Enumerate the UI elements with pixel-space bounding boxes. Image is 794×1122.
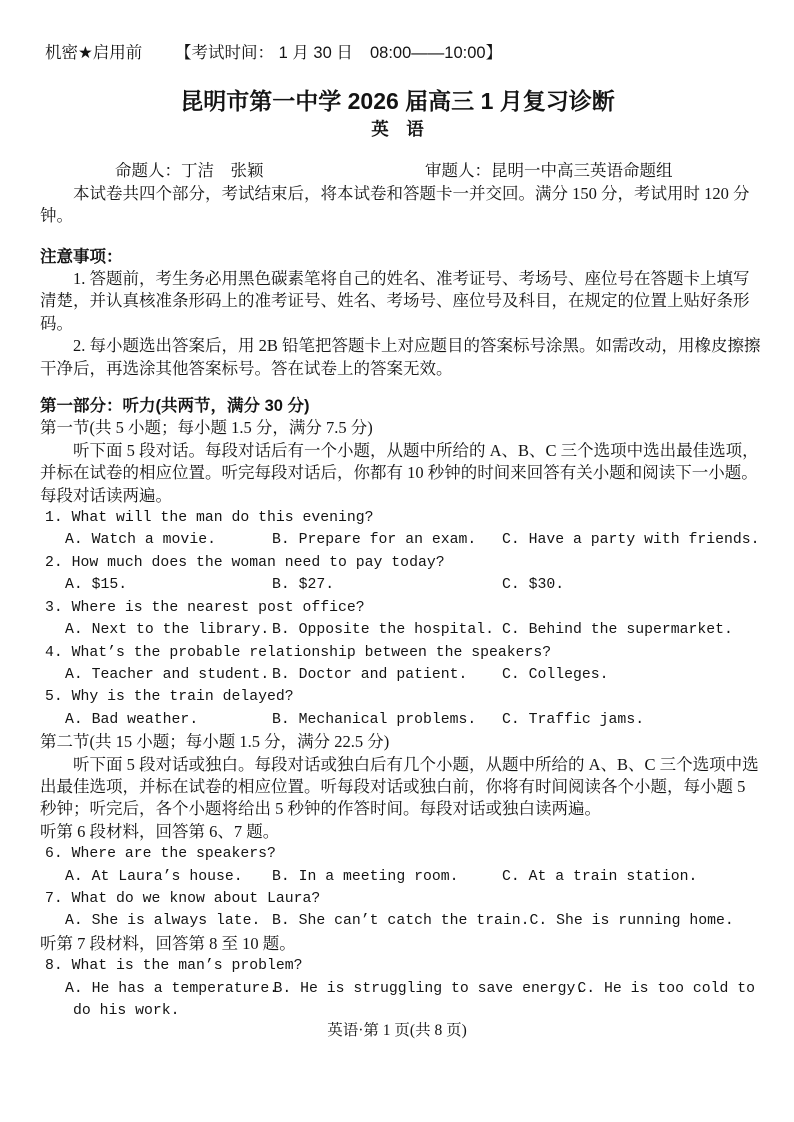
question-5-options [40, 709, 755, 731]
option-b: B. Doctor and patient. [272, 666, 468, 683]
intro-line: 钟。 [40, 206, 73, 226]
option-b: B. $27. [272, 577, 335, 594]
option-a: A. She is always late. [65, 913, 261, 930]
paper-title: 昆明市第一中学 2026 届高三 1 月复习诊断 [180, 88, 615, 115]
question-7 [40, 888, 755, 933]
option-c: C. At a train station. [502, 868, 698, 885]
notice-line: 干净后，再选涂其他答案标号。答在试卷上的答案无效。 [40, 358, 453, 378]
intro-line: 本试卷共四个部分，考试结束后，将本试卷和答题卡一并交回。满分 150 分，考试用时 120 分 [73, 183, 750, 203]
question-text: 4. What’s the probable relationship between the speakers? [45, 644, 552, 661]
question-4 [40, 642, 755, 687]
question-3 [40, 597, 755, 642]
option-c-continuation: do his work. [73, 1003, 180, 1019]
option-c: C. Behind the supermarket. [502, 622, 733, 639]
question-5 [40, 686, 755, 731]
secrecy-line [40, 42, 755, 64]
question-4-options [40, 664, 755, 686]
question-text: 8. What is the man’s problem? [45, 958, 303, 975]
part1-heading: 第一部分：听力(共两节，满分 30 分) [40, 397, 310, 416]
question-7-options [40, 910, 755, 932]
exam-time-label: 【考试时间： 1 月 30 日 [175, 44, 353, 62]
question-1 [40, 507, 760, 552]
question-6 [40, 843, 755, 888]
exam-time-range: 08:00——10:00】 [370, 44, 503, 62]
section1-instruction-line: 听下面 5 段对话。每段对话后有一个小题，从题中所给的 A、B、C 三个选项中选出最佳选项， [73, 440, 759, 460]
option-b: B. Mechanical problems. [272, 711, 477, 728]
option-a: A. $15. [65, 577, 128, 594]
people-line [40, 160, 755, 182]
option-b: B. Prepare for an exam. [272, 532, 477, 549]
question-8 [40, 955, 755, 1022]
question-2-options [40, 574, 755, 596]
option-b: B. Opposite the hospital. [272, 622, 494, 639]
reviewers-label: 审题人：昆明一中高三英语命题组 [425, 161, 673, 181]
option-a: A. Bad weather. [65, 711, 199, 728]
notice-line: 码。 [40, 313, 73, 333]
option-c: C. He is too cold to [577, 980, 755, 997]
option-b: B. He is struggling to save energy. [273, 980, 585, 997]
question-8-options [40, 978, 755, 1000]
option-c: C. Colleges. [502, 666, 609, 683]
option-a: A. Teacher and student. [65, 666, 270, 683]
option-a: A. At Laura’s house. [65, 868, 243, 885]
question-text: 2. How much does the woman need to pay today? [45, 554, 445, 571]
question-3-options [40, 619, 755, 641]
option-a: A. Next to the library. [65, 622, 270, 639]
material7-note: 听第 7 段材料，回答第 8 至 10 题。 [40, 933, 296, 953]
question-text: 5. Why is the train delayed? [45, 689, 294, 706]
setters-label: 命题人：丁洁 张颖 [115, 161, 264, 181]
subject-title: 英 语 [371, 119, 424, 140]
secrecy-label: 机密★启用前 [45, 44, 143, 62]
question-2 [40, 552, 755, 597]
option-a: A. Watch a movie. [65, 532, 216, 549]
option-c: C. She is running home. [529, 913, 734, 930]
notice-line: 2. 每小题选出答案后，用 2B 铅笔把答题卡上对应题目的答案标号涂黑。如需改动，用橡皮擦擦 [73, 336, 761, 356]
question-text: 6. Where are the speakers? [45, 846, 276, 863]
question-text: 1. What will the man do this evening? [45, 510, 374, 527]
question-text: 3. Where is the nearest post office? [45, 599, 365, 616]
section2-instruction-line: 秒钟；听完后，各个小题将给出 5 秒钟的作答时间。每段对话或独白读两遍。 [40, 799, 601, 819]
section2-subheading: 第二节(共 15 小题；每小题 1.5 分，满分 22.5 分) [40, 732, 390, 752]
option-c: C. $30. [502, 577, 565, 594]
option-c: C. Have a party with friends. [502, 532, 760, 549]
notice-line: 清楚，并认真核准条形码上的准考证号、姓名、考场号、座位号及科目，在规定的位置上贴好条形 [40, 291, 750, 311]
section1-subheading: 第一节(共 5 小题；每小题 1.5 分，满分 7.5 分) [40, 418, 373, 438]
section1-instruction-line: 并标在试卷的相应位置。听完每段对话后，你都有 10 秒钟的时间来回答有关小题和阅读下一小题。 [40, 463, 758, 483]
option-b: B. She can’t catch the train. [272, 913, 530, 930]
material6-note: 听第 6 段材料，回答第 6、7 题。 [40, 821, 280, 841]
section2-instruction-line: 听下面 5 段对话或独白。每段对话或独白后有几个小题，从题中所给的 A、B、C 三个选项中选 [73, 754, 759, 774]
option-c: C. Traffic jams. [502, 711, 645, 728]
option-b: B. In a meeting room. [272, 868, 459, 885]
option-a: A. He has a temperature. [65, 980, 279, 997]
page-footer: 英语·第 1 页(共 8 页) [327, 1022, 467, 1039]
question-1-options [40, 529, 760, 551]
section2-instruction-line: 出最佳选项，并标在试卷的相应位置。听每段对话或独白前，你将有时间阅读各个小题，每小题 5 [40, 776, 746, 796]
question-6-options [40, 866, 755, 888]
notice-heading: 注意事项： [40, 247, 123, 266]
question-text: 7. What do we know about Laura? [45, 890, 321, 907]
notice-line: 1. 答题前，考生务必用黑色碳素笔将自己的姓名、准考证号、考场号、座位号在答题卡上填写 [73, 269, 750, 288]
section1-instruction-line: 每段对话读两遍。 [40, 485, 172, 505]
